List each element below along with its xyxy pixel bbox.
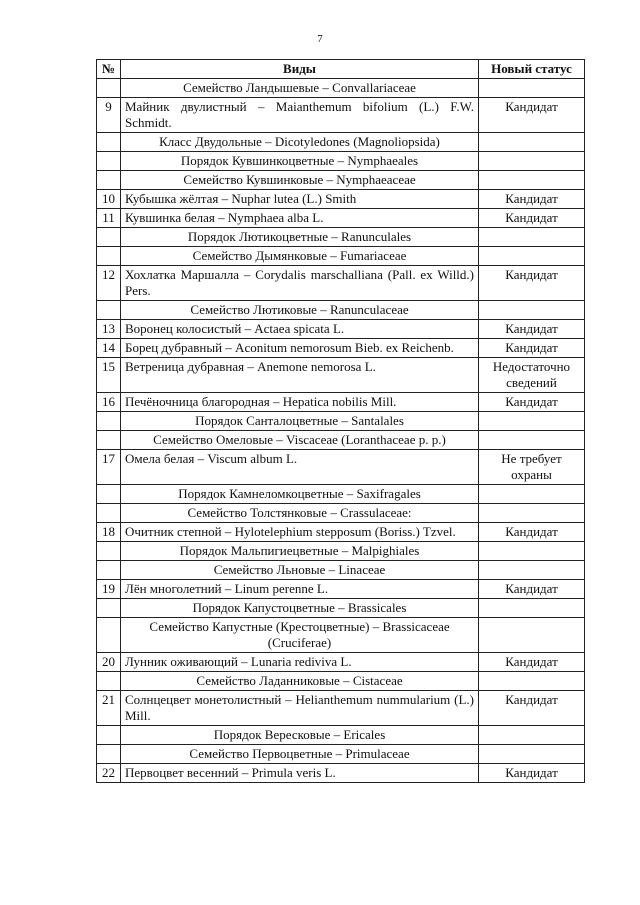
row-number-cell <box>97 301 121 320</box>
table-row-species <box>97 190 585 209</box>
taxon-group-heading: Порядок Вересковые – Ericales <box>121 726 479 745</box>
table-row-group-heading <box>97 745 585 764</box>
species-status-table <box>96 59 585 783</box>
status-cell: Кандидат <box>479 209 585 228</box>
status-cell <box>479 133 585 152</box>
status-cell <box>479 672 585 691</box>
table-row-species <box>97 358 585 393</box>
species-name-cell: Лунник оживающий – Lunaria rediviva L. <box>121 653 479 672</box>
status-cell <box>479 431 585 450</box>
species-name-cell: Лён многолетний – Linum perenne L. <box>121 580 479 599</box>
status-cell: Кандидат <box>479 98 585 133</box>
row-number-cell <box>97 79 121 98</box>
status-cell: Недостаточно сведений <box>479 358 585 393</box>
status-cell: Кандидат <box>479 764 585 783</box>
row-number-cell: 16 <box>97 393 121 412</box>
species-name-cell: Хохлатка Маршалла – Corydalis marschalliana (Pall. ex Willd.) Pers. <box>121 266 479 301</box>
table-row-species <box>97 450 585 485</box>
row-number-cell <box>97 726 121 745</box>
row-number-cell <box>97 152 121 171</box>
table-row-species <box>97 764 585 783</box>
row-number-cell <box>97 672 121 691</box>
table-row-species <box>97 580 585 599</box>
taxon-group-heading: Семейство Лютиковые – Ranunculaceae <box>121 301 479 320</box>
taxon-group-heading: Семейство Толстянковые – Crassulaceae: <box>121 504 479 523</box>
species-name-cell: Кувшинка белая – Nymphaea alba L. <box>121 209 479 228</box>
row-number-cell <box>97 542 121 561</box>
row-number-cell <box>97 599 121 618</box>
status-cell <box>479 79 585 98</box>
table-row-group-heading <box>97 79 585 98</box>
taxon-group-heading: Семейство Омеловые – Viscaceae (Loranthaceae p. p.) <box>121 431 479 450</box>
status-cell: Кандидат <box>479 320 585 339</box>
row-number-cell: 13 <box>97 320 121 339</box>
table-row-species <box>97 691 585 726</box>
status-cell: Кандидат <box>479 339 585 358</box>
table-row-species <box>97 653 585 672</box>
status-cell: Кандидат <box>479 266 585 301</box>
row-number-cell <box>97 504 121 523</box>
status-cell <box>479 485 585 504</box>
row-number-cell <box>97 247 121 266</box>
table-row-group-heading <box>97 247 585 266</box>
row-number-cell: 11 <box>97 209 121 228</box>
table-row-group-heading <box>97 485 585 504</box>
table-row-species <box>97 266 585 301</box>
status-cell <box>479 542 585 561</box>
status-cell <box>479 412 585 431</box>
row-number-cell <box>97 618 121 653</box>
status-cell: Кандидат <box>479 523 585 542</box>
status-cell <box>479 152 585 171</box>
table-row-group-heading <box>97 152 585 171</box>
taxon-group-heading: Семейство Льновые – Linaceae <box>121 561 479 580</box>
table-row-group-heading <box>97 618 585 653</box>
species-name-cell: Майник двулистный – Maianthemum bifolium (L.) F.W. Schmidt. <box>121 98 479 133</box>
taxon-group-heading: Семейство Ландышевые – Convallariaceae <box>121 79 479 98</box>
table-row-group-heading <box>97 133 585 152</box>
status-cell <box>479 726 585 745</box>
status-cell <box>479 599 585 618</box>
page-number: 7 <box>317 33 323 45</box>
row-number-cell: 21 <box>97 691 121 726</box>
table-row-species <box>97 98 585 133</box>
taxon-group-heading: Порядок Лютикоцветные – Ranunculales <box>121 228 479 247</box>
row-number-cell <box>97 412 121 431</box>
species-name-cell: Печёночница благородная – Hepatica nobilis Mill. <box>121 393 479 412</box>
status-cell: Кандидат <box>479 580 585 599</box>
table-row-group-heading <box>97 599 585 618</box>
table-row-species <box>97 339 585 358</box>
taxon-group-heading: Порядок Камнеломкоцветные – Saxifragales <box>121 485 479 504</box>
species-name-cell: Очитник степной – Hylotelephium stepposum (Boriss.) Tzvel. <box>121 523 479 542</box>
species-name-cell: Кубышка жёлтая – Nuphar lutea (L.) Smith <box>121 190 479 209</box>
taxon-group-heading: Порядок Мальпигиецветные – Malpighiales <box>121 542 479 561</box>
table-row-group-heading <box>97 171 585 190</box>
status-cell <box>479 504 585 523</box>
species-name-cell: Солнцецвет монетолистный – Helianthemum nummularium (L.) Mill. <box>121 691 479 726</box>
taxon-group-heading: Семейство Первоцветные – Primulaceae <box>121 745 479 764</box>
taxon-group-heading: Семейство Капустные (Крестоцветные) – Brassicaceae (Cruciferae) <box>121 618 479 653</box>
row-number-cell <box>97 133 121 152</box>
table-row-group-heading <box>97 412 585 431</box>
table-header-row <box>97 60 585 79</box>
status-cell: Не требует охраны <box>479 450 585 485</box>
table-row-species <box>97 320 585 339</box>
status-cell <box>479 301 585 320</box>
species-name-cell: Борец дубравный – Aconitum nemorosum Bieb. ex Reichenb. <box>121 339 479 358</box>
table-row-group-heading <box>97 431 585 450</box>
status-cell: Кандидат <box>479 190 585 209</box>
table-body <box>97 79 585 783</box>
row-number-cell: 10 <box>97 190 121 209</box>
table-row-group-heading <box>97 301 585 320</box>
column-header-species: Виды <box>121 60 479 79</box>
species-name-cell: Воронец колосистый – Actaea spicata L. <box>121 320 479 339</box>
status-cell <box>479 171 585 190</box>
taxon-group-heading: Семейство Ладанниковые – Cistaceae <box>121 672 479 691</box>
row-number-cell: 9 <box>97 98 121 133</box>
row-number-cell <box>97 431 121 450</box>
row-number-cell <box>97 745 121 764</box>
species-name-cell: Первоцвет весенний – Primula veris L. <box>121 764 479 783</box>
row-number-cell <box>97 561 121 580</box>
status-cell <box>479 228 585 247</box>
status-cell <box>479 745 585 764</box>
species-name-cell: Омела белая – Viscum album L. <box>121 450 479 485</box>
column-header-status: Новый статус <box>479 60 585 79</box>
row-number-cell: 12 <box>97 266 121 301</box>
species-name-cell: Ветреница дубравная – Anemone nemorosa L. <box>121 358 479 393</box>
taxon-group-heading: Семейство Дымянковые – Fumariaceae <box>121 247 479 266</box>
table-row-species <box>97 523 585 542</box>
row-number-cell: 17 <box>97 450 121 485</box>
row-number-cell: 14 <box>97 339 121 358</box>
column-header-number: № <box>97 60 121 79</box>
status-cell <box>479 561 585 580</box>
taxon-group-heading: Класс Двудольные – Dicotyledones (Magnoliopsida) <box>121 133 479 152</box>
table-row-group-heading <box>97 726 585 745</box>
table-row-group-heading <box>97 228 585 247</box>
row-number-cell: 22 <box>97 764 121 783</box>
row-number-cell: 19 <box>97 580 121 599</box>
table-row-group-heading <box>97 504 585 523</box>
table-row-species <box>97 209 585 228</box>
status-cell <box>479 618 585 653</box>
table-row-group-heading <box>97 561 585 580</box>
status-cell <box>479 247 585 266</box>
row-number-cell: 18 <box>97 523 121 542</box>
row-number-cell <box>97 171 121 190</box>
table-row-group-heading <box>97 542 585 561</box>
taxon-group-heading: Семейство Кувшинковые – Nymphaeaceae <box>121 171 479 190</box>
taxon-group-heading: Порядок Санталоцветные – Santalales <box>121 412 479 431</box>
row-number-cell: 15 <box>97 358 121 393</box>
status-cell: Кандидат <box>479 653 585 672</box>
table-row-group-heading <box>97 672 585 691</box>
status-cell: Кандидат <box>479 691 585 726</box>
table-row-species <box>97 393 585 412</box>
taxon-group-heading: Порядок Капустоцветные – Brassicales <box>121 599 479 618</box>
status-cell: Кандидат <box>479 393 585 412</box>
row-number-cell: 20 <box>97 653 121 672</box>
row-number-cell <box>97 228 121 247</box>
row-number-cell <box>97 485 121 504</box>
taxon-group-heading: Порядок Кувшинкоцветные – Nymphaeales <box>121 152 479 171</box>
